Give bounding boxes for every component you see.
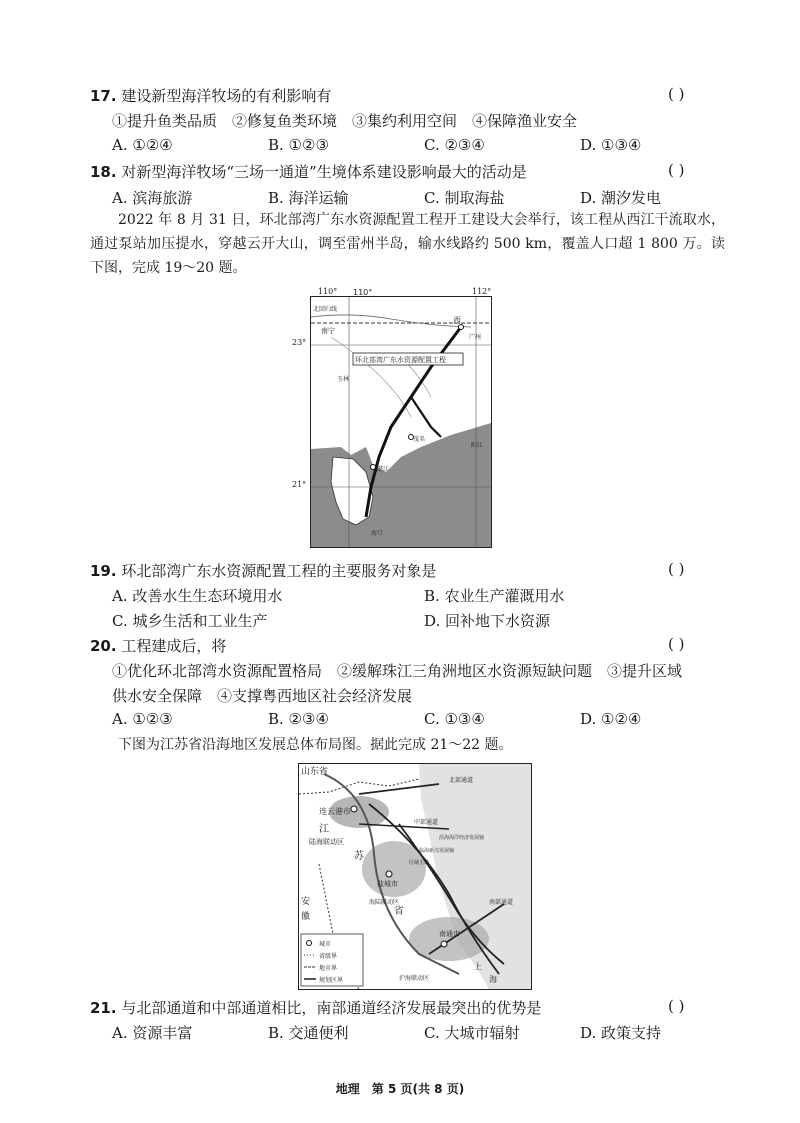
- city-dot-nantong: [441, 941, 447, 947]
- passage-19-20: 2022 年 8 月 31 日，环北部湾广东水资源配置工程开工建设大会举行，该工程从西江干流取水，通过泵站加压提水，穿越云开大山，调至雷州半岛，输水线路约 500 km，覆盖人口超 1 800 万。读下图，完成 19～20 题。: [90, 212, 725, 276]
- q21-option-d: D. 政策支持: [580, 1024, 662, 1042]
- map1-lon-110: 110°: [318, 287, 338, 296]
- q20-option-b: B. ②③④: [268, 710, 329, 728]
- map2-label-main-axis: 区域主轴: [409, 860, 430, 866]
- q21-option-a: A. 资源丰富: [112, 1024, 193, 1042]
- map2-label-an: 安: [301, 897, 311, 907]
- map2-label-coastal-axis: 沿海海洋经济发展轴: [439, 835, 485, 841]
- city-dot-lianyungang: [351, 806, 357, 812]
- q21-option-c: C. 大城市辐射: [424, 1024, 520, 1042]
- q17-answer-paren: ( ): [668, 85, 685, 103]
- q17-option-a: A. ①②④: [112, 136, 173, 154]
- city-dot-west: [459, 325, 464, 330]
- q18-answer-paren: ( ): [668, 161, 685, 179]
- q18-stem: [90, 161, 527, 182]
- passage-21-22: 下图为江苏省沿海地区发展总体布局图。据此完成 21～22 题。: [118, 737, 513, 753]
- map2-label-sheng: 省: [394, 906, 404, 917]
- q20-option-c: C. ①③④: [424, 710, 485, 728]
- map2-label-yancheng: 盐城市: [377, 880, 398, 888]
- q19-stem-text: 环北部湾广东水资源配置工程的主要服务对象是: [121, 562, 437, 580]
- map2-label-emerging-axis: 临海新兴发展轴: [419, 848, 455, 854]
- q17-items: ①提升鱼类品质 ②修复鱼类环境 ③集约利用空间 ④保障渔业安全: [112, 112, 578, 130]
- q19-answer-paren: ( ): [668, 560, 685, 578]
- q21-stem-text: 与北部通道和中部通道相比，南部通道经济发展最突出的优势是: [121, 999, 542, 1017]
- q20-option-a: A. ①②③: [112, 710, 173, 728]
- city-dot-zhanjiang: [371, 465, 376, 470]
- legend-city-icon: [307, 941, 312, 946]
- q19-stem: [90, 560, 436, 581]
- map2-label-hui: 徽: [301, 912, 311, 922]
- page-footer: 地理 第 5 页(共 8 页): [335, 1082, 465, 1096]
- q17-option-c: C. ②③④: [424, 136, 485, 154]
- map2-label-shandong: 山东省: [301, 767, 329, 777]
- q19-option-d: D. 回补地下水资源: [424, 612, 551, 630]
- map1-project-label: 环北部湾广东水资源配置工程: [355, 356, 446, 364]
- q20-stem-text: 工程建成后，将: [121, 637, 227, 655]
- map2-label-su: 苏: [354, 851, 364, 862]
- tropic-label: 北回归线: [313, 306, 338, 313]
- map2-label-huhai: 沪海联动区: [399, 975, 430, 982]
- map1-label-yangjiang: 阳江: [471, 442, 484, 449]
- map2-label-lianyungang: 连云港市: [319, 807, 351, 816]
- map1-label-haikou: 海口: [371, 530, 384, 537]
- map2-label-jiang: 江: [319, 824, 329, 835]
- map1-label-maoming: 茂名: [413, 436, 426, 443]
- legend-city-label: 城市: [319, 941, 332, 948]
- q21-answer-paren: ( ): [668, 997, 685, 1015]
- map2-label-hai: 海: [489, 975, 497, 984]
- q20-answer-paren: ( ): [668, 635, 685, 653]
- q18-number: 18.: [90, 163, 117, 181]
- jiangsu-coastal-map: [298, 763, 532, 990]
- map1-label-zhanjiang: 湛江: [377, 466, 390, 473]
- q18-option-c: C. 制取海盐: [424, 189, 505, 207]
- q18-option-a: A. 滨海旅游: [112, 189, 193, 207]
- jiangsu-coastal-map-svg: [299, 764, 531, 989]
- q20-items-line2: 供水安全保障 ④支撑粤西地区社会经济发展: [112, 687, 413, 705]
- q21-stem: [90, 997, 541, 1018]
- q19-number: 19.: [90, 562, 117, 580]
- lon-label-110: 110°: [353, 288, 373, 297]
- q17-stem-text: 建设新型海洋牧场的有利影响有: [121, 87, 332, 105]
- map1-lat-23: 23°: [292, 338, 307, 347]
- q17-option-d: D. ①③④: [580, 136, 642, 154]
- map1-lon-112: 112°: [472, 287, 492, 296]
- province-border-north: [299, 779, 419, 794]
- q17-number: 17.: [90, 87, 117, 105]
- q18-stem-text: 对新型海洋牧场“三场一通道”生境体系建设影响最大的活动是: [121, 163, 527, 181]
- q21-option-b: B. 交通便利: [268, 1024, 349, 1042]
- q20-number: 20.: [90, 637, 117, 655]
- q20-items-line1: ①优化环北部湾水资源配置格局 ②缓解珠江三角洲地区水资源短缺问题 ③提升区域: [112, 662, 683, 680]
- map1-label-nanning: 南宁: [321, 327, 335, 335]
- legend-planning-label: 规划区界: [319, 977, 344, 984]
- q19-option-a: A. 改善水生生态环境用水: [112, 587, 283, 605]
- branch-water-line: [411, 397, 441, 437]
- map2-label-shang: 上: [474, 962, 482, 971]
- map2-label-middle-corridor: 中部通道: [414, 819, 439, 826]
- map1-label-yulin: 玉林: [337, 376, 350, 383]
- q17-stem: [90, 85, 331, 106]
- map2-label-hailu: 海陆联动区: [369, 899, 400, 906]
- map1-lat-21: 21°: [292, 480, 307, 489]
- map1-label-xi: 西: [453, 316, 461, 325]
- map2-label-nantong: 南通市: [439, 930, 460, 938]
- q19-option-b: B. 农业生产灌溉用水: [424, 587, 565, 605]
- map2-label-south-corridor: 南部通道: [489, 899, 514, 906]
- q20-option-d: D. ①②④: [580, 710, 642, 728]
- q21-number: 21.: [90, 999, 117, 1017]
- q20-stem: [90, 635, 226, 656]
- map2-label-north-corridor: 北部通道: [449, 777, 474, 784]
- map2-label-luhai: 陆海联动区: [309, 838, 344, 846]
- q19-option-c: C. 城乡生活和工业生产: [112, 612, 268, 630]
- q18-option-b: B. 海洋运输: [268, 189, 349, 207]
- legend-province-label: 省级界: [319, 953, 338, 960]
- legend-city-border-label: 地市界: [319, 965, 338, 972]
- river-1: [311, 315, 471, 327]
- q18-option-d: D. 潮汐发电: [580, 189, 662, 207]
- map1-label-guangzhou: 广州: [469, 334, 482, 341]
- city-dot-yancheng: [386, 871, 392, 877]
- q17-option-b: B. ①②③: [268, 136, 329, 154]
